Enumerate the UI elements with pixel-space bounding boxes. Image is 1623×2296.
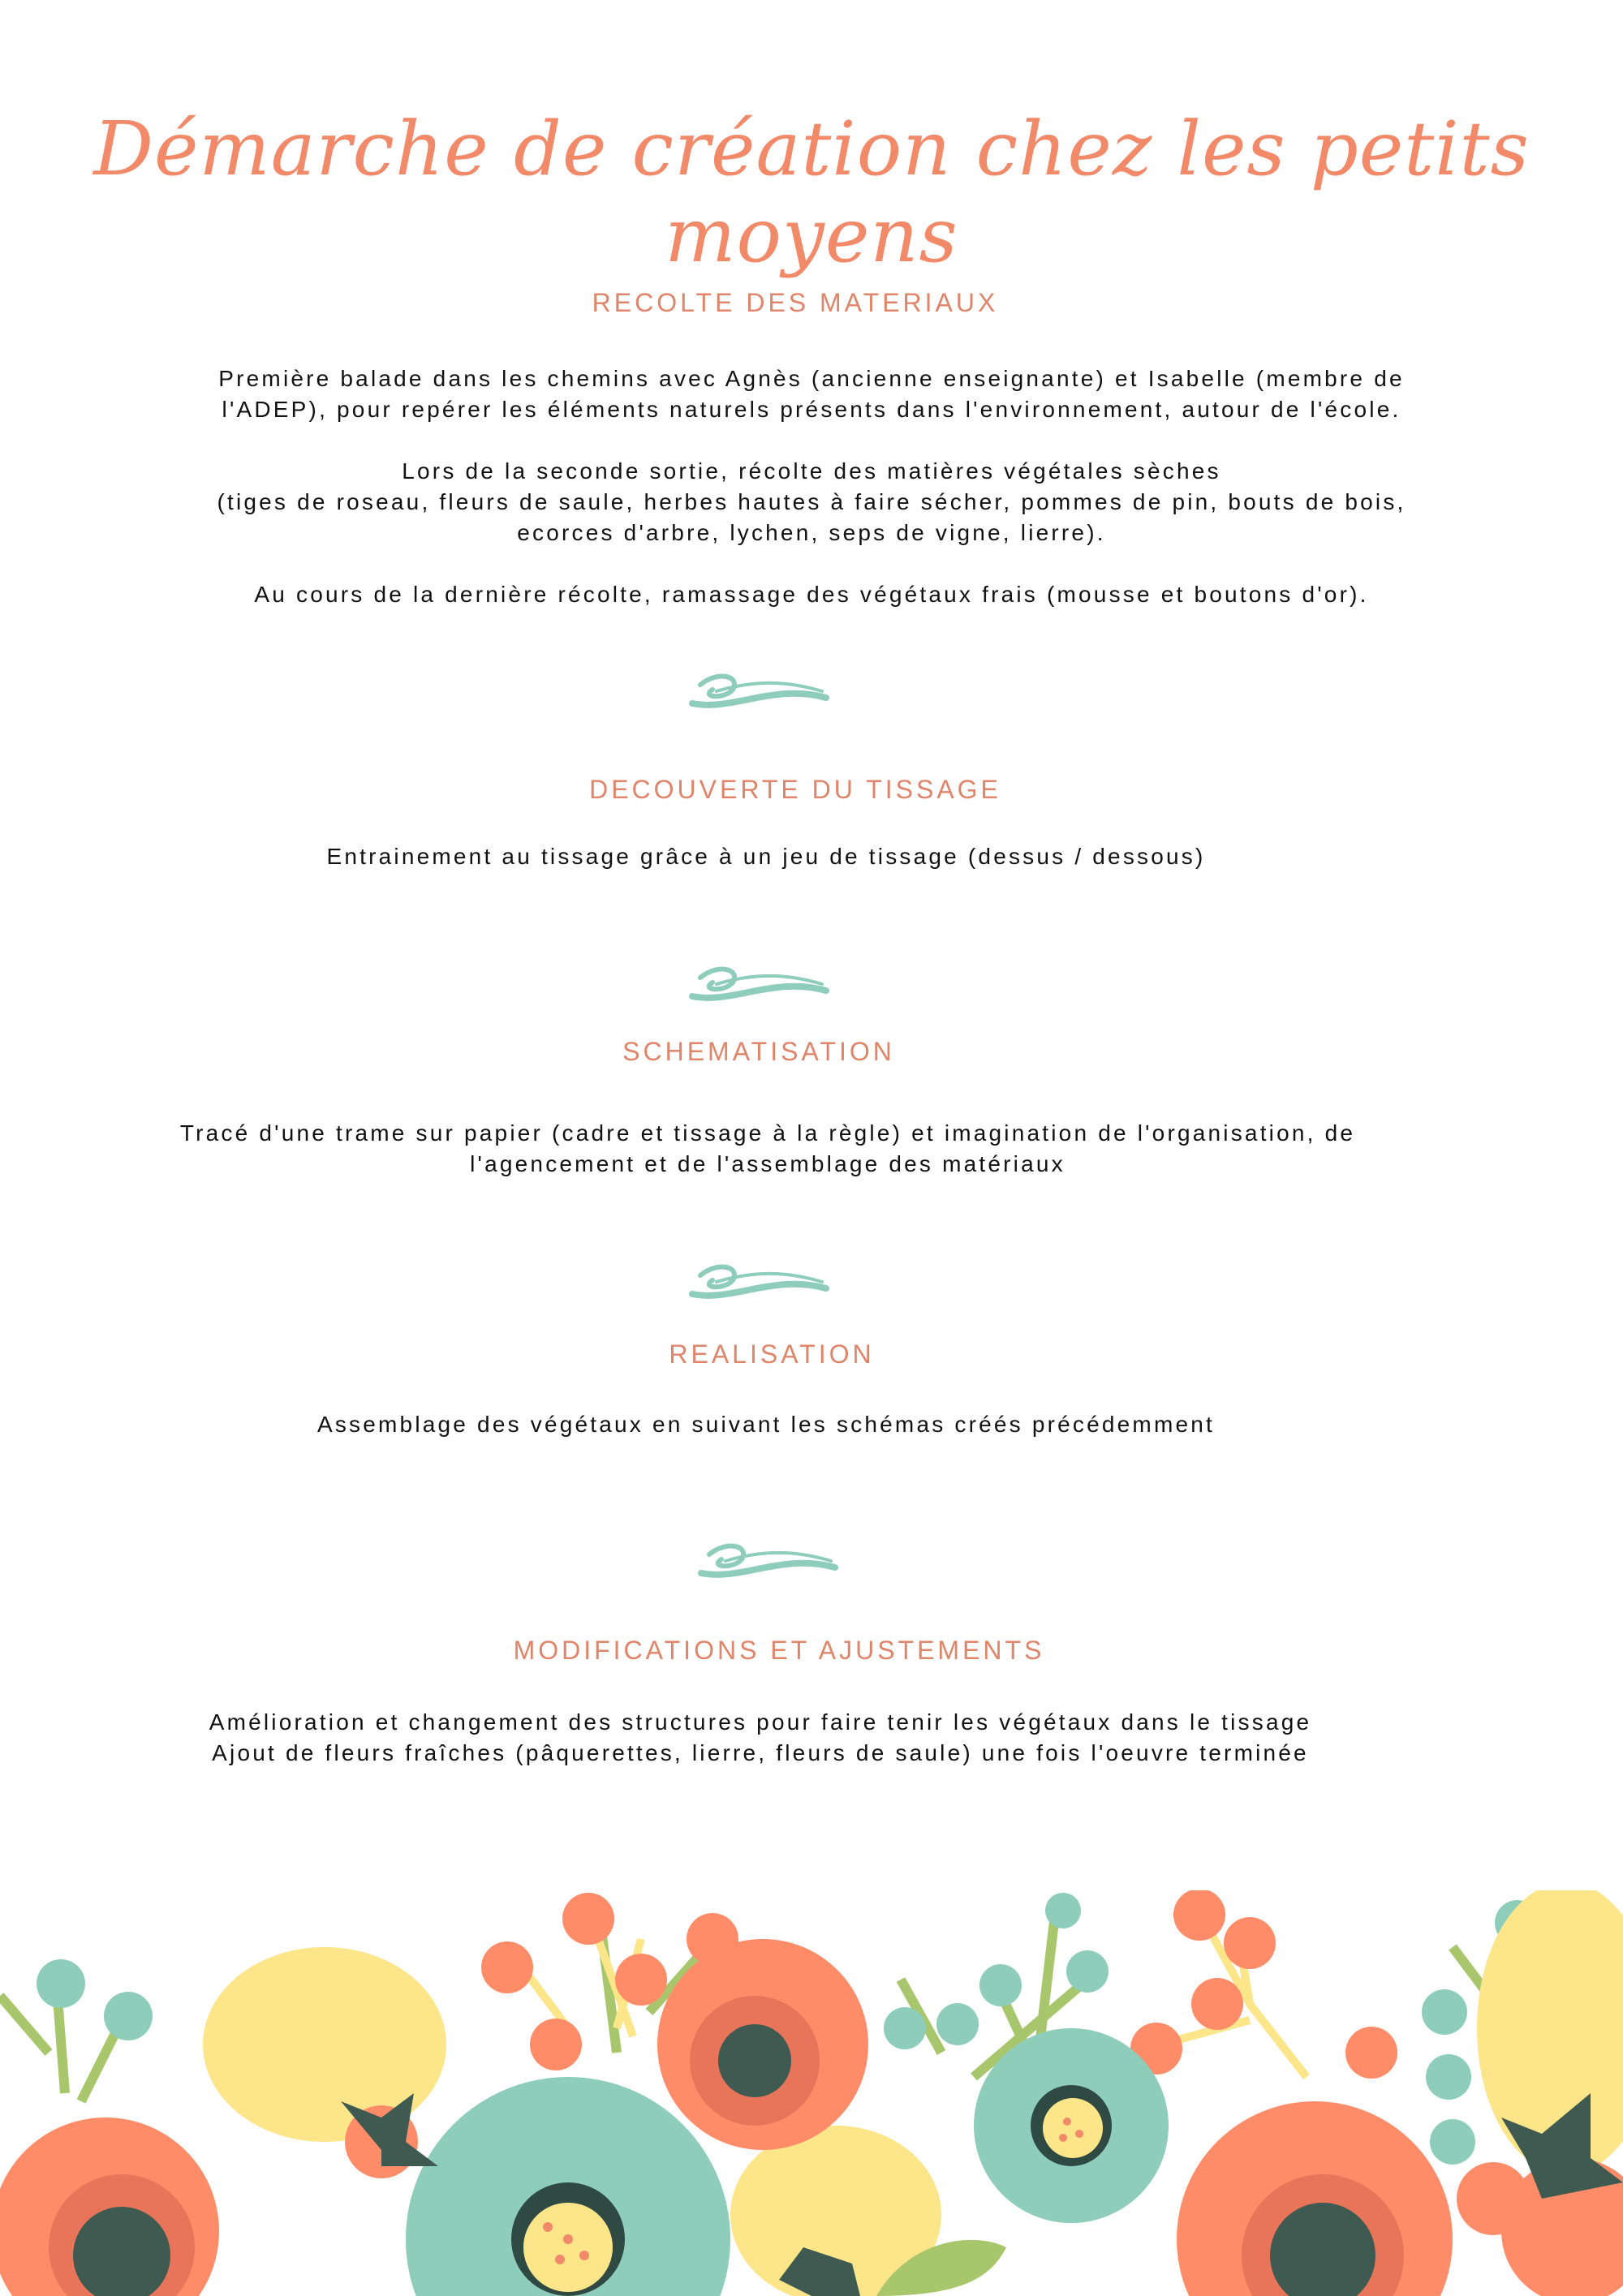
text-line: Entrainement au tissage grâce à un jeu de tissage (dessus / dessous) <box>326 844 1206 869</box>
section-heading-schematisation: SCHEMATISATION <box>622 1037 895 1066</box>
text-line: Ajout de fleurs fraîches (pâquerettes, lierre, fleurs de saule) une fois l'oeuvre terminée <box>212 1740 1309 1765</box>
text-line: Au cours de la dernière récolte, ramassage des végétaux frais (mousse et boutons d'or). <box>254 582 1369 607</box>
section-heading-realisation: REALISATION <box>669 1339 875 1369</box>
section-heading-decouverte: DECOUVERTE DU TISSAGE <box>589 775 1001 804</box>
text-line: l'ADEP), pour repérer les éléments naturels présents dans l'environnement, autour de l'école. <box>222 397 1401 422</box>
text-line: Tracé d'une trame sur papier (cadre et tissage à la règle) et imagination de l'organisation, de <box>179 1120 1356 1146</box>
text-line: Première balade dans les chemins avec Agnès (ancienne enseignante) et Isabelle (membre de <box>218 366 1405 391</box>
section-text-recolte <box>41 363 1582 610</box>
section-text-realisation <box>0 1409 1537 1440</box>
wave-divider-icon <box>693 1537 839 1585</box>
wave-divider-icon <box>684 960 830 1008</box>
text-line: Assemblage des végétaux en suivant les schémas créés précédemment <box>316 1412 1216 1437</box>
text-line: ecorces d'arbre, lychen, seps de vigne, lierre). <box>517 520 1106 545</box>
floral-border-illustration <box>0 1890 1623 2296</box>
wave-divider-icon <box>684 1258 830 1306</box>
section-text-schematisation <box>0 1118 1539 1180</box>
section-text-decouverte <box>0 841 1537 872</box>
section-heading-modifications: MODIFICATIONS ET AJUSTEMENTS <box>513 1636 1045 1665</box>
section-heading-recolte: RECOLTE DES MATERIAUX <box>592 288 999 317</box>
text-line: (tiges de roseau, fleurs de saule, herbes hautes à faire sécher, pommes de pin, bouts de bois, <box>217 489 1406 514</box>
text-line: l'agencement et de l'assemblage des matériaux <box>470 1151 1065 1176</box>
section-text-modifications <box>0 1707 1531 1769</box>
text-line: Lors de la seconde sortie, récolte des matières végétales sèches <box>402 458 1221 484</box>
wave-divider-icon <box>684 667 830 716</box>
page-title: Démarche de création chez les petits moyens <box>93 105 1530 279</box>
text-line: Amélioration et changement des structures pour faire tenir les végétaux dans le tissage <box>209 1709 1312 1735</box>
